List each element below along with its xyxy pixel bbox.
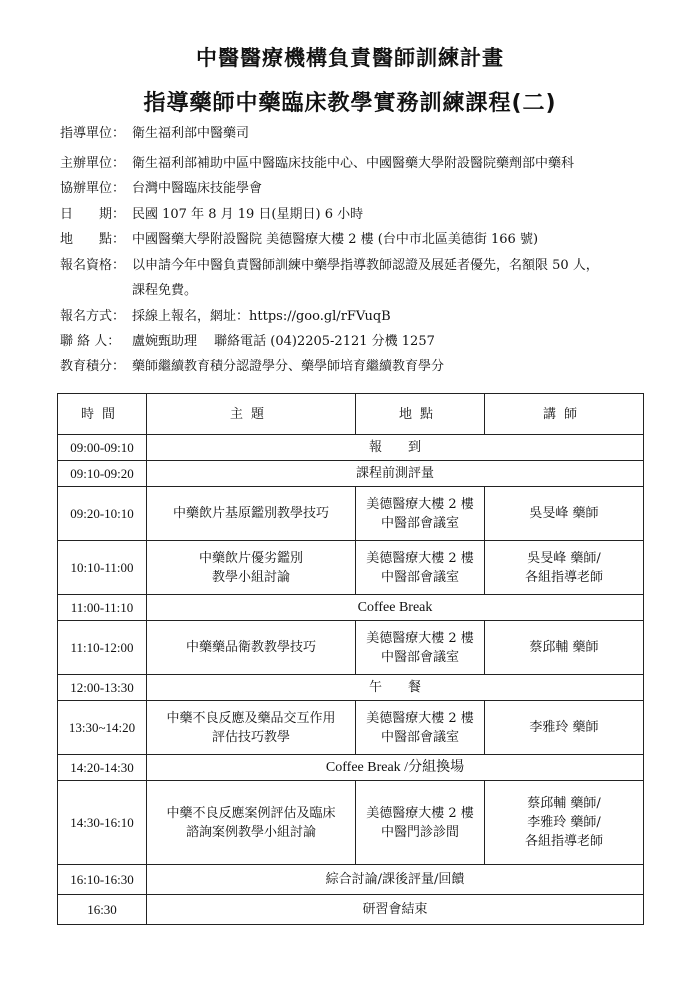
cell-time: 14:30-16:10 [58,781,147,865]
info-line [60,334,435,350]
header-speaker: 講師 [485,394,644,435]
info-value: 以申請今年中醫負責醫師訓練中藥學指導教師認證及展延者優先，名額限 50 人， [132,258,599,273]
info-line [60,359,444,375]
table-row [58,781,644,865]
info-line [60,309,391,325]
info-value: 台灣中醫臨床技能學會 [132,181,263,196]
info-label: 報名方式： [60,309,126,324]
info-label: 教育積分： [60,359,126,374]
table-row [58,895,644,925]
info-label: 協辦單位： [60,181,126,196]
cell-time: 16:30 [58,895,147,925]
cell-place: 美德醫療大樓 2 樓 中醫部會議室 [356,621,485,675]
cell-place: 美德醫療大樓 2 樓 中醫部會議室 [356,487,485,541]
info-value: 藥師繼續教育積分認證學分、藥學師培育繼續教育學分 [132,359,445,374]
cell-speaker: 蔡邱輔 藥師 [485,621,644,675]
cell-time: 13:30~14:20 [58,701,147,755]
info-line [60,126,249,142]
info-value: 盧婉甄助理 聯絡電話 (04)2205-2121 分機 1257 [132,334,435,349]
info-value: 採線上報名，網址：https://goo.gl/rFVuqB [132,309,391,324]
cell-span: 午 餐 [147,675,644,701]
cell-time: 10:10-11:00 [58,541,147,595]
cell-time: 11:10-12:00 [58,621,147,675]
cell-topic: 中藥藥品衛教教學技巧 [147,621,356,675]
table-row [58,621,644,675]
cell-speaker: 吳旻峰 藥師/ 各組指導老師 [485,541,644,595]
schedule-table [57,393,644,925]
cell-span: 報 到 [147,435,644,461]
cell-topic: 中藥飲片優劣鑑別 教學小組討論 [147,541,356,595]
table-row [58,865,644,895]
table-header-row [58,394,644,435]
cell-speaker: 吳旻峰 藥師 [485,487,644,541]
cell-place: 美德醫療大樓 2 樓 中醫部會議室 [356,701,485,755]
info-label: 指導單位： [60,126,126,141]
page-subtitle: 指導藥師中藥臨床教學實務訓練課程(二) [143,91,557,116]
table-row [58,461,644,487]
info-line [60,156,574,172]
cell-span: 課程前測評量 [147,461,644,487]
header-time: 時間 [58,394,147,435]
info-label: 主辦單位： [60,156,126,171]
info-value: 課程免費。 [132,283,198,298]
table-row [58,435,644,461]
table-row [58,755,644,781]
info-line [60,258,599,274]
info-line [60,283,197,299]
info-label: 報名資格： [60,258,126,273]
header-topic: 主題 [147,394,356,435]
cell-span: Coffee Break [147,595,644,621]
cell-place: 美德醫療大樓 2 樓 中醫門診診間 [356,781,485,865]
cell-speaker: 李雅玲 藥師 [485,701,644,755]
cell-time: 09:00-09:10 [58,435,147,461]
cell-place: 美德醫療大樓 2 樓 中醫部會議室 [356,541,485,595]
info-value: 中國醫藥大學附設醫院 美德醫療大樓 2 樓 (台中市北區美德街 166 號) [132,232,539,247]
cell-span: Coffee Break /分組換場 [147,755,644,781]
info-label: 地 點： [60,232,126,247]
cell-time: 12:00-13:30 [58,675,147,701]
info-label: 日 期： [60,207,126,222]
table-row [58,541,644,595]
info-value: 民國 107 年 8 月 19 日(星期日) 6 小時 [132,207,364,222]
table-row [58,675,644,701]
cell-time: 16:10-16:30 [58,865,147,895]
table-row [58,701,644,755]
cell-time: 09:20-10:10 [58,487,147,541]
page-title: 中醫醫療機構負責醫師訓練計畫 [196,46,504,70]
info-value: 衛生福利部補助中區中醫臨床技能中心、中國醫藥大學附設醫院藥劑部中藥科 [132,156,575,171]
table-row [58,487,644,541]
info-line [60,232,538,248]
cell-topic: 中藥飲片基原鑑別教學技巧 [147,487,356,541]
info-line [60,207,363,223]
header-place: 地點 [356,394,485,435]
cell-time: 11:00-11:10 [58,595,147,621]
info-label: 聯 絡 人： [60,334,121,349]
cell-topic: 中藥不良反應案例評估及臨床 諮詢案例教學小組討論 [147,781,356,865]
table-row [58,595,644,621]
info-line [60,181,262,197]
cell-span: 綜合討論/課後評量/回饋 [147,865,644,895]
info-value: 衛生福利部中醫藥司 [132,126,250,141]
cell-span: 研習會結束 [147,895,644,925]
cell-topic: 中藥不良反應及藥品交互作用 評估技巧教學 [147,701,356,755]
cell-time: 14:20-14:30 [58,755,147,781]
cell-speaker: 蔡邱輔 藥師/ 李雅玲 藥師/ 各組指導老師 [485,781,644,865]
cell-time: 09:10-09:20 [58,461,147,487]
